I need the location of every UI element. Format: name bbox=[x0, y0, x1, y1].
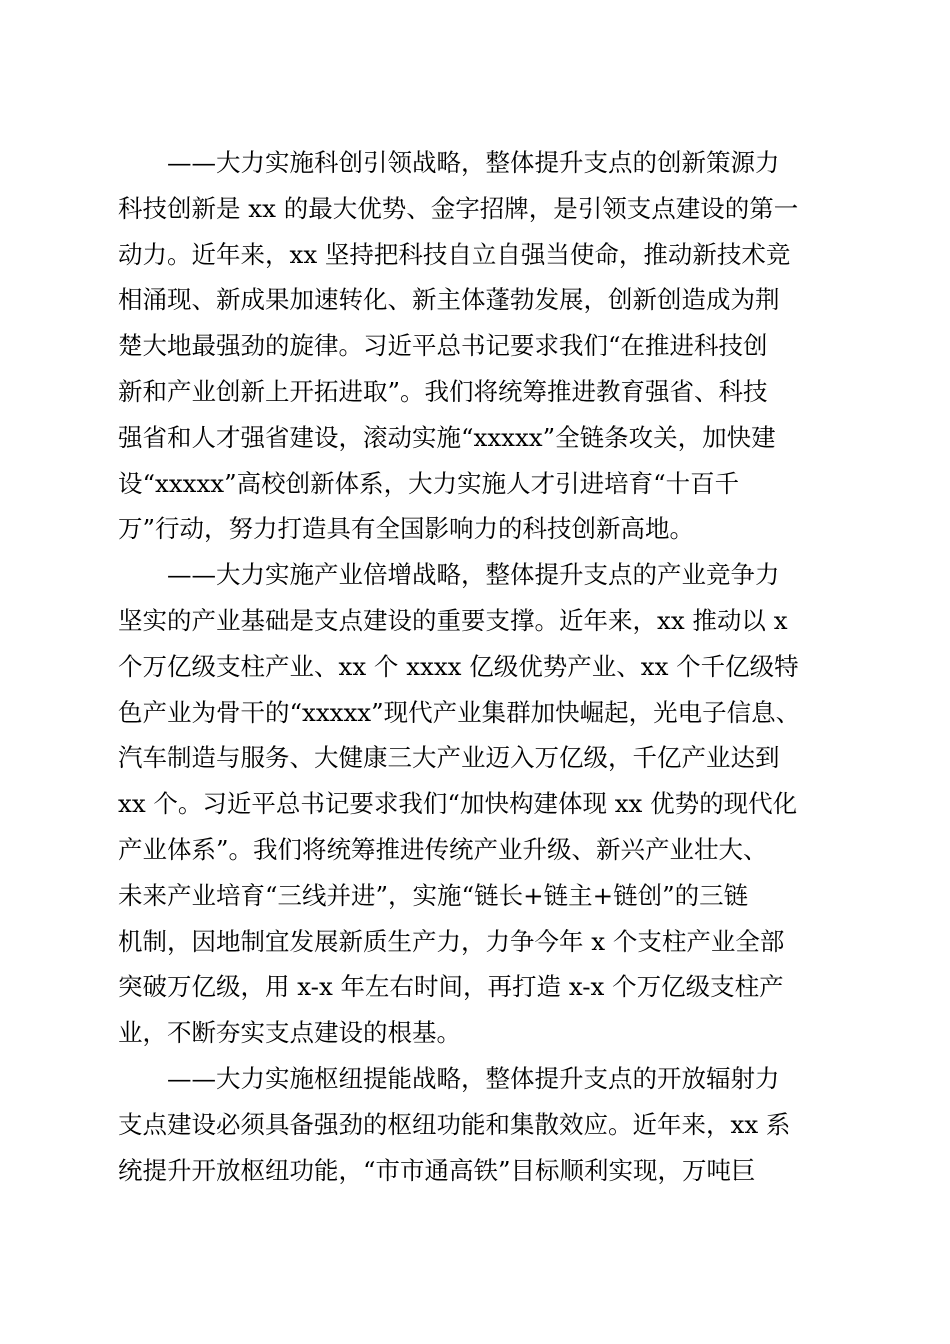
body-text-line: 突破万亿级，用 x-x 年左右时间，再打造 x-x 个万亿级支柱产 bbox=[118, 972, 784, 1002]
body-text-line: 动力。近年来，xx 坚持把科技自立自强当使命，推动新技术竞 bbox=[118, 239, 791, 269]
body-text-line: 业，不断夯实支点建设的根基。 bbox=[118, 1018, 461, 1048]
body-text-line: 汽车制造与服务、大健康三大产业迈入万亿级，千亿产业达到 bbox=[118, 743, 780, 773]
body-text-line: 产业体系”。我们将统筹推进传统产业升级、新兴产业壮大、 bbox=[118, 834, 768, 864]
body-text-line: 未来产业培育“三线并进”，实施“链长+链主+链创”的三链 bbox=[118, 880, 749, 910]
body-text-line: 强省和人才强省建设，滚动实施“xxxxx”全链条攻关，加快建 bbox=[118, 422, 776, 452]
body-text-line: 相涌现、新成果加速转化、新主体蓬勃发展，创新创造成为荆 bbox=[118, 285, 780, 315]
body-text-line: xx 个。习近平总书记要求我们“加快构建体现 xx 优势的现代化 bbox=[118, 789, 798, 819]
document-body bbox=[118, 140, 830, 1193]
body-text-line: 新和产业创新上开拓进取”。我们将统筹推进教育强省、科技 bbox=[118, 376, 768, 406]
body-text-line: 科技创新是 xx 的最大优势、金字招牌，是引领支点建设的第一 bbox=[118, 193, 799, 223]
body-text-line: 支点建设必须具备强劲的枢纽功能和集散效应。近年来，xx 系 bbox=[118, 1109, 791, 1139]
body-text-line: 个万亿级支柱产业、xx 个 xxxx 亿级优势产业、xx 个千亿级特 bbox=[118, 651, 799, 681]
section-heading-line: ——大力实施科创引领战略，整体提升支点的创新策源力 bbox=[167, 148, 780, 177]
section-heading-line: ——大力实施产业倍增战略，整体提升支点的产业竞争力 bbox=[167, 560, 780, 590]
body-text-line: 机制，因地制宜发展新质生产力，力争今年 x 个支柱产业全部 bbox=[118, 926, 785, 956]
body-text-line: 统提升开放枢纽功能，“市市通高铁”目标顺利实现，万吨巨 bbox=[118, 1155, 756, 1185]
body-text-line: 坚实的产业基础是支点建设的重要支撑。近年来，xx 推动以 x bbox=[118, 605, 788, 635]
body-text-line: 万”行动，努力打造具有全国影响力的科技创新高地。 bbox=[118, 514, 695, 544]
body-text-line: 色产业为骨干的“xxxxx”现代产业集群加快崛起，光电子信息、 bbox=[118, 697, 801, 727]
body-text-line: 设“xxxxx”高校创新体系，大力实施人才引进培育“十百千 bbox=[118, 468, 740, 498]
body-text-line: 楚大地最强劲的旋律。习近平总书记要求我们“在推进科技创 bbox=[118, 331, 768, 361]
section-heading-line: ——大力实施枢纽提能战略，整体提升支点的开放辐射力 bbox=[167, 1063, 780, 1093]
